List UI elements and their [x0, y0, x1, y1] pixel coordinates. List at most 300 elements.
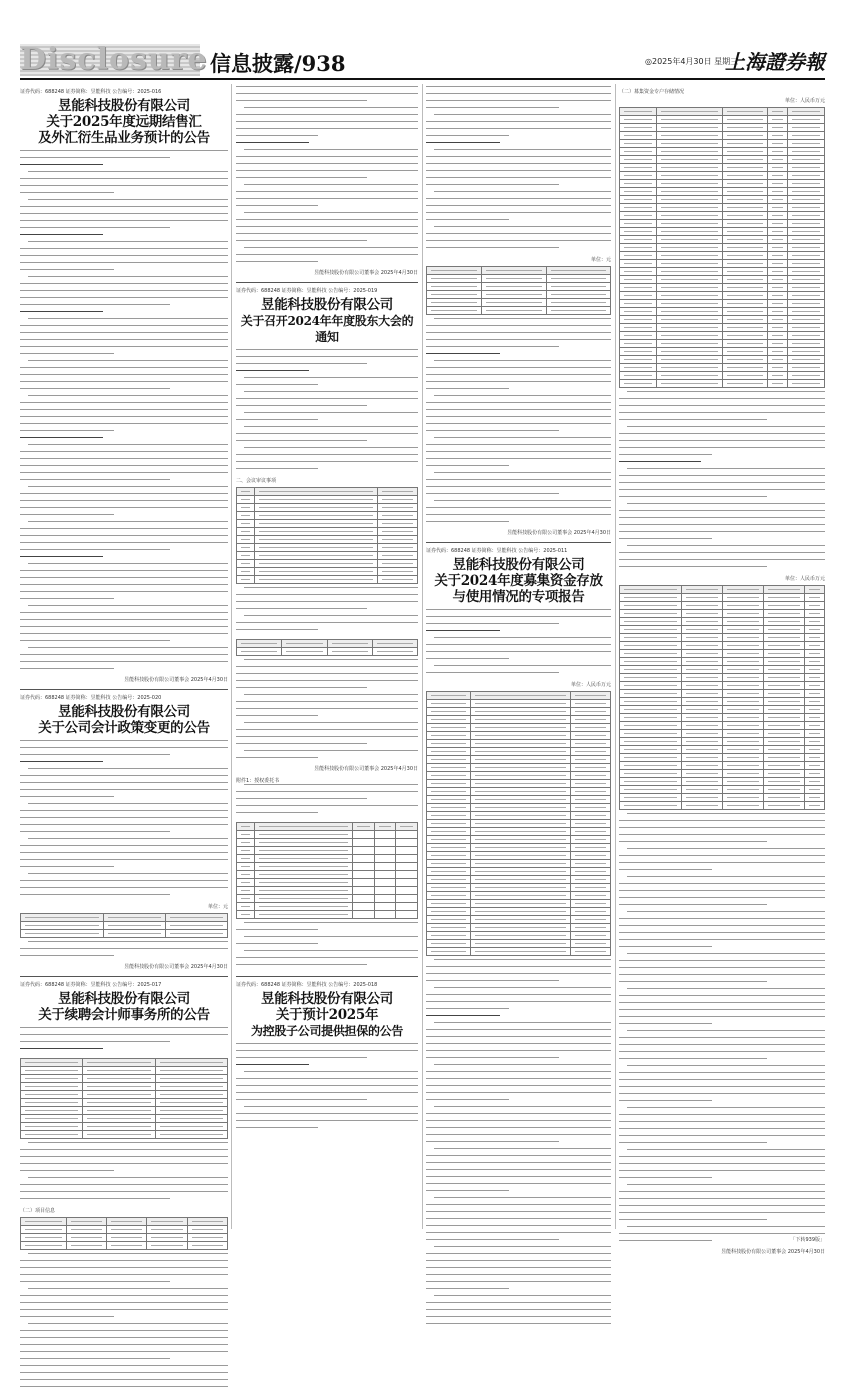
- subheading-line: [619, 461, 701, 468]
- text-line: [28, 360, 228, 367]
- text-line: [627, 953, 825, 960]
- text-line: [20, 782, 228, 789]
- text-line: [619, 1170, 825, 1177]
- masthead: [20, 44, 825, 76]
- text-line: [619, 869, 712, 876]
- text-line: [20, 290, 228, 297]
- text-line: [426, 1281, 611, 1288]
- text-line: [236, 419, 318, 426]
- text-line: [236, 1092, 418, 1099]
- text-line: [426, 430, 559, 437]
- text-line: [619, 496, 767, 503]
- text-line: [20, 346, 228, 353]
- text-line: [20, 754, 170, 761]
- text-line: [434, 665, 611, 672]
- text-line: [619, 489, 825, 496]
- text-line: [426, 1204, 611, 1211]
- text-line: [619, 454, 712, 461]
- text-line: [236, 261, 318, 268]
- text-line: [434, 472, 611, 479]
- text-line: [236, 100, 367, 107]
- text-line: [236, 791, 418, 798]
- text-line: [236, 673, 418, 680]
- text-line: [426, 107, 559, 114]
- text-line: [426, 1008, 509, 1015]
- text-line: [619, 1044, 825, 1051]
- text-line: [619, 974, 825, 981]
- headline-line: 与使用情况的专项报告: [452, 589, 585, 605]
- text-line: [236, 1085, 418, 1092]
- text-line: [20, 948, 228, 955]
- text-line: [20, 1386, 228, 1393]
- text-line: [434, 959, 611, 966]
- text-line: [236, 666, 418, 673]
- text-line: [619, 925, 825, 932]
- subheading-line: [426, 1015, 500, 1022]
- text-line: [619, 883, 825, 890]
- text-line: [627, 1184, 825, 1191]
- text-line: [20, 465, 228, 472]
- text-line: [426, 332, 611, 339]
- text-line: [426, 651, 611, 658]
- text-line: [20, 866, 114, 873]
- shareholder-class-table: [236, 639, 418, 656]
- text-line: [619, 566, 767, 573]
- text-line: [20, 831, 170, 838]
- deposit-accounts-table: [619, 107, 825, 388]
- text-line: [619, 981, 767, 988]
- text-line: [627, 876, 825, 883]
- announcement-meta: 证券代码：688248 证券简称：昱能科技 公告编号：2025-011: [426, 548, 568, 554]
- text-line: [236, 349, 418, 356]
- text-line: [426, 451, 611, 458]
- text-line: [426, 409, 611, 416]
- text-line: [426, 458, 611, 465]
- text-line: [236, 757, 318, 764]
- text-line: [619, 405, 825, 412]
- text-line: [619, 440, 825, 447]
- text-line: [426, 247, 559, 254]
- headline-line: 及外汇衍生品业务预计的公告: [38, 130, 210, 146]
- text-line: [244, 587, 418, 594]
- text-line: [28, 803, 228, 810]
- text-line: [619, 1037, 825, 1044]
- text-line: [28, 1142, 228, 1149]
- text-line: [426, 1001, 611, 1008]
- company-name: 昱能科技股份有限公司: [452, 557, 585, 573]
- text-line: [244, 391, 418, 398]
- company-name: 昱能科技股份有限公司: [58, 98, 190, 114]
- text-line: [244, 950, 418, 957]
- text-line: [426, 514, 611, 521]
- text-line: [20, 1260, 228, 1267]
- text-line: [20, 500, 228, 507]
- text-line: [619, 1191, 825, 1198]
- subsidiary-financials-table: [426, 266, 611, 315]
- text-line: [434, 1246, 611, 1253]
- text-line: [426, 86, 611, 93]
- text-line: [426, 1288, 509, 1295]
- text-line: [426, 1176, 611, 1183]
- text-line: [236, 622, 418, 629]
- subheading-line: [426, 630, 500, 637]
- text-line: [236, 233, 418, 240]
- company-name: 昱能科技股份有限公司: [58, 704, 190, 720]
- text-line: [236, 812, 318, 819]
- text-line: [236, 226, 418, 233]
- text-line: [236, 680, 418, 687]
- announcement-fx-hedging: [20, 88, 228, 684]
- text-line: [426, 1099, 509, 1106]
- text-line: [434, 1064, 611, 1071]
- text-line: [426, 658, 509, 665]
- text-line: [236, 608, 367, 615]
- text-line: [426, 479, 611, 486]
- text-line: [619, 1114, 825, 1121]
- text-line: [236, 163, 418, 170]
- announcement-headline: [20, 991, 228, 1023]
- text-line: [619, 1002, 825, 1009]
- text-line: [236, 219, 418, 226]
- text-line: [20, 535, 228, 542]
- text-line: [236, 86, 418, 93]
- text-line: [20, 339, 228, 346]
- table-caption: （二）项目信息: [20, 1208, 56, 1214]
- text-line: [20, 1351, 228, 1358]
- text-line: [619, 398, 825, 405]
- text-line: [426, 507, 611, 514]
- text-line: [20, 654, 228, 661]
- text-line: [627, 391, 825, 398]
- text-line: [20, 817, 228, 824]
- text-line: [20, 1191, 228, 1198]
- text-line: [20, 248, 228, 255]
- text-line: [627, 1065, 825, 1072]
- text-line: [20, 262, 228, 269]
- text-line: [619, 1121, 825, 1128]
- signature: 昱能科技股份有限公司董事会 2025年4月30日: [507, 530, 611, 536]
- text-line: [236, 128, 418, 135]
- article-divider: [426, 542, 611, 543]
- subheading-line: [236, 142, 309, 149]
- text-line: [426, 1190, 509, 1197]
- text-line: [20, 416, 228, 423]
- text-line: [20, 528, 228, 535]
- section-title: [210, 48, 346, 78]
- text-line: [426, 1127, 611, 1134]
- text-line: [236, 964, 367, 971]
- text-line: [426, 521, 509, 528]
- text-line: [20, 374, 228, 381]
- text-line: [20, 1330, 228, 1337]
- text-line: [20, 332, 228, 339]
- text-line: [426, 1211, 611, 1218]
- text-line: [619, 447, 825, 454]
- text-line: [426, 381, 611, 388]
- column-2: [236, 86, 418, 1231]
- text-line: [236, 454, 418, 461]
- text-line: [426, 672, 559, 679]
- text-line: [619, 834, 825, 841]
- text-line: [20, 269, 114, 276]
- text-line: [619, 820, 825, 827]
- text-line: [244, 1106, 418, 1113]
- text-line: [244, 184, 418, 191]
- subheading-line: [20, 437, 103, 444]
- text-line: [426, 1316, 611, 1323]
- text-line: [434, 437, 611, 444]
- text-line: [20, 493, 228, 500]
- text-line: [244, 247, 418, 254]
- text-line: [20, 577, 228, 584]
- text-line: [434, 637, 611, 644]
- text-line: [236, 943, 318, 950]
- text-line: [20, 353, 114, 360]
- text-line: [236, 205, 318, 212]
- table-title: （二）募集资金专户存储情况: [619, 89, 685, 95]
- text-line: [619, 475, 825, 482]
- text-line: [426, 980, 559, 987]
- text-line: [20, 1041, 170, 1048]
- article-divider: [20, 689, 228, 690]
- text-line: [627, 468, 825, 475]
- text-line: [426, 240, 611, 247]
- text-line: [20, 894, 170, 901]
- text-line: [426, 616, 611, 623]
- text-line: [244, 922, 418, 929]
- text-line: [20, 1358, 170, 1365]
- text-line: [426, 1057, 559, 1064]
- text-line: [236, 177, 367, 184]
- text-line: [236, 1078, 418, 1085]
- text-line: [619, 1079, 825, 1086]
- text-line: [236, 254, 418, 261]
- text-line: [20, 1372, 228, 1379]
- text-line: [20, 206, 228, 213]
- text-line: [20, 283, 228, 290]
- text-line: [20, 661, 228, 668]
- headline-line: 关于预计2025年: [275, 1007, 379, 1023]
- text-line: [20, 1337, 228, 1344]
- headline-line: 关于2025年度远期结售汇: [46, 114, 202, 130]
- announcement-auditor: [20, 981, 228, 1393]
- text-line: [426, 374, 611, 381]
- text-line: [20, 633, 228, 640]
- text-line: [28, 486, 228, 493]
- text-line: [236, 240, 367, 247]
- text-line: [619, 510, 825, 517]
- text-line: [619, 918, 825, 925]
- masthead-rule: [20, 78, 825, 80]
- text-line: [426, 163, 611, 170]
- text-line: [20, 1267, 228, 1274]
- subheading-line: [20, 311, 103, 318]
- text-line: [236, 629, 318, 636]
- text-line: [28, 563, 228, 570]
- text-line: [20, 479, 170, 486]
- text-line: [236, 1120, 418, 1127]
- text-line: [20, 612, 228, 619]
- text-line: [426, 100, 611, 107]
- text-line: [426, 177, 611, 184]
- annex-title: 附件1：授权委托书: [236, 778, 280, 784]
- text-line: [426, 416, 611, 423]
- announcement-accounting-policy: [20, 694, 228, 971]
- text-line: [20, 402, 228, 409]
- text-line: [236, 715, 318, 722]
- text-line: [20, 472, 228, 479]
- text-line: [426, 1274, 611, 1281]
- text-line: [20, 220, 228, 227]
- text-line: [619, 559, 825, 566]
- text-line: [236, 701, 418, 708]
- text-line: [20, 859, 228, 866]
- text-line: [244, 212, 418, 219]
- text-line: [20, 304, 170, 311]
- subheading-line: [236, 370, 309, 377]
- text-line: [619, 1072, 825, 1079]
- text-line: [426, 1309, 611, 1316]
- text-line: [426, 1141, 559, 1148]
- text-line: [244, 426, 418, 433]
- column-3: [426, 86, 611, 1231]
- proxy-vote-table: [236, 822, 418, 919]
- text-line: [20, 507, 228, 514]
- text-line: [244, 784, 418, 791]
- text-line: [20, 549, 170, 556]
- text-line: [28, 1253, 228, 1260]
- text-line: [20, 451, 228, 458]
- text-line: [426, 1071, 611, 1078]
- headline-line: 关于续聘会计师事务所的公告: [38, 1007, 210, 1023]
- text-line: [619, 946, 712, 953]
- text-line: [619, 827, 825, 834]
- text-line: [236, 743, 367, 750]
- text-line: [426, 973, 611, 980]
- text-line: [619, 552, 825, 559]
- text-line: [619, 841, 767, 848]
- announcement-meta: 证券代码：688248 证券简称：昱能科技 公告编号：2025-020: [20, 695, 162, 701]
- text-line: [20, 775, 228, 782]
- text-line: [20, 423, 228, 430]
- text-line: [627, 1226, 825, 1233]
- text-line: [236, 929, 318, 936]
- text-line: [434, 226, 611, 233]
- text-line: [426, 1120, 611, 1127]
- text-line: [236, 1099, 367, 1106]
- text-line: [20, 1163, 228, 1170]
- announcement-headline: [236, 991, 418, 1039]
- text-line: [627, 1107, 825, 1114]
- text-line: [619, 419, 767, 426]
- text-line: [426, 402, 611, 409]
- text-line: [619, 1163, 825, 1170]
- text-line: [236, 468, 318, 475]
- text-line: [20, 640, 170, 647]
- text-line: [426, 1225, 611, 1232]
- text-line: [619, 1156, 825, 1163]
- text-line: [627, 503, 825, 510]
- text-line: [619, 1212, 825, 1219]
- text-line: [619, 939, 825, 946]
- text-line: [28, 276, 228, 283]
- continuation-note: 「下转939版」: [790, 1237, 825, 1243]
- text-line: [236, 121, 418, 128]
- text-line: [426, 1218, 611, 1225]
- project-info-table: [20, 1217, 228, 1250]
- text-line: [20, 255, 228, 262]
- text-line: [434, 1295, 611, 1302]
- column-divider: [231, 84, 232, 1229]
- headline-line: 关于公司会计政策变更的公告: [38, 720, 210, 736]
- text-line: [619, 1058, 767, 1065]
- text-line: [20, 1156, 228, 1163]
- text-line: [619, 960, 825, 967]
- text-line: [244, 936, 418, 943]
- text-line: [20, 1274, 228, 1281]
- text-line: [20, 887, 228, 894]
- section-name: 信息披露: [210, 51, 294, 76]
- subheading-line: [20, 761, 103, 768]
- text-line: [426, 1050, 611, 1057]
- text-line: [434, 500, 611, 507]
- article-divider: [236, 976, 418, 977]
- text-line: [426, 1267, 611, 1274]
- text-line: [28, 1177, 228, 1184]
- cash-management-table: [619, 585, 825, 810]
- text-line: [426, 1260, 611, 1267]
- text-line: [619, 1009, 825, 1016]
- text-line: [20, 1034, 228, 1041]
- text-line: [426, 233, 611, 240]
- text-line: [20, 227, 170, 234]
- text-line: [426, 346, 559, 353]
- text-line: [619, 1051, 825, 1058]
- signature: 昱能科技股份有限公司董事会 2025年4月30日: [314, 270, 418, 276]
- text-line: [426, 493, 559, 500]
- text-line: [20, 668, 114, 675]
- table-caption: 单位：人民币万元: [570, 682, 611, 688]
- text-line: [28, 318, 228, 325]
- text-line: [426, 388, 509, 395]
- text-line: [28, 605, 228, 612]
- text-line: [236, 708, 418, 715]
- text-line: [236, 198, 418, 205]
- text-line: [20, 955, 114, 962]
- text-line: [434, 149, 611, 156]
- text-line: [236, 461, 418, 468]
- text-line: [20, 845, 228, 852]
- text-line: [236, 687, 367, 694]
- text-line: [28, 444, 228, 451]
- text-line: [426, 1162, 611, 1169]
- text-line: [244, 377, 418, 384]
- text-line: [244, 149, 418, 156]
- signature: 昱能科技股份有限公司董事会 2025年4月30日: [124, 964, 228, 970]
- text-line: [236, 1113, 418, 1120]
- text-line: [426, 339, 611, 346]
- announcement-headline: [426, 557, 611, 605]
- company-name: 昱能科技股份有限公司: [261, 991, 393, 1007]
- text-line: [236, 384, 318, 391]
- text-line: [28, 1288, 228, 1295]
- text-line: [20, 619, 228, 626]
- signature: 昱能科技股份有限公司董事会 2025年4月30日: [314, 766, 418, 772]
- text-line: [236, 601, 418, 608]
- column-divider: [422, 84, 423, 1229]
- text-line: [426, 212, 611, 219]
- subheading-line: [426, 142, 500, 149]
